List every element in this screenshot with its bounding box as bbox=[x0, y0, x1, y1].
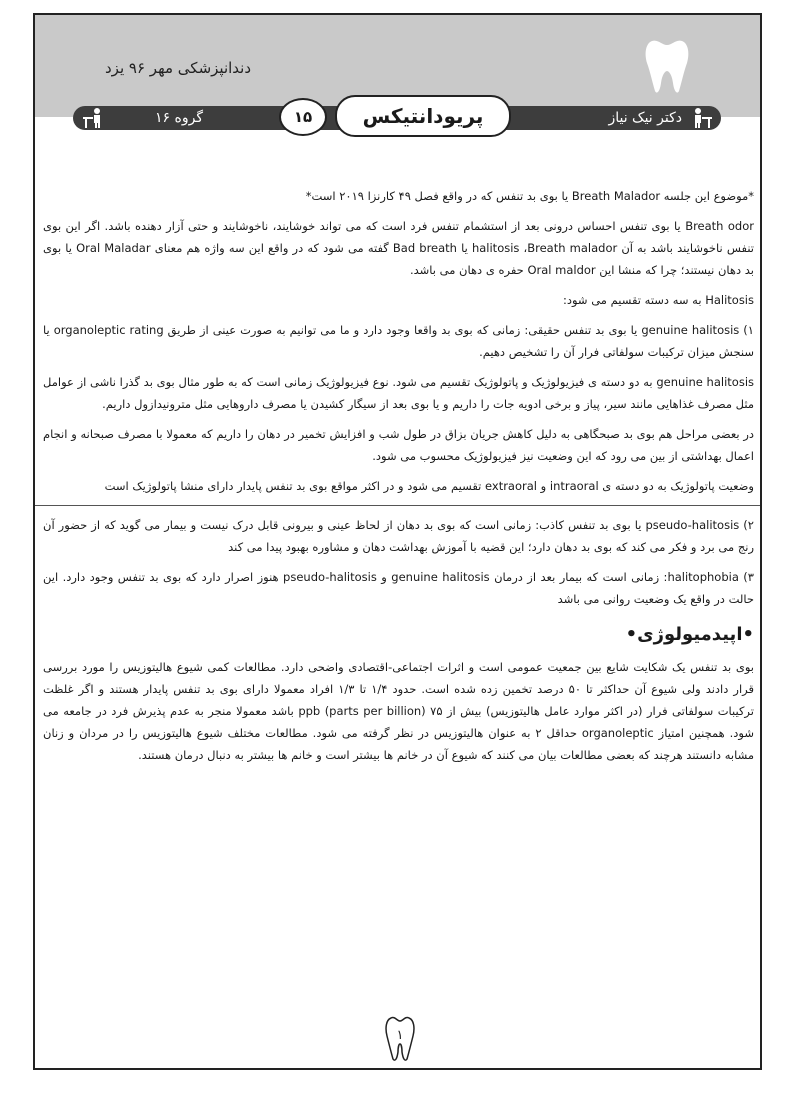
page-frame bbox=[33, 13, 762, 1070]
paragraph: وضعیت پاتولوژیک به دو دسته ی intraoral و extraoral تقسیم می شود و در اکثر مواقع بوی بد تنفس پایدار دارای منشا پاتولوژیک است bbox=[104, 479, 754, 493]
paragraph: Halitosis به سه دسته تقسیم می شود: bbox=[562, 293, 754, 307]
section-title: •اپیدمیولوژی• bbox=[625, 624, 754, 645]
presenter-icon bbox=[690, 107, 714, 129]
school-name: دندانپزشکی مهر ۹۶ یزد bbox=[105, 59, 252, 77]
paragraph: ۱) genuine halitosis یا بوی بد تنفس حقیقی: زمانی که بوی بد واقعا وجود دارد و ما می توانیم به صورت عینی از طریق organoleptic rating یا سنجش میزان ترکیبات سولفاتی فرار آن را تشخیص دهیم. bbox=[43, 323, 754, 359]
tooth-logo-icon bbox=[644, 37, 690, 95]
paragraph: ۲) pseudo-halitosis یا بوی بد تنفس کاذب: زمانی است که بوی بد دهان از لحاظ عینی و بیرونی قابل درک نیست و بیمار می گوید که از حضور آن رنج می برد و فکر می کند که بوی بد دهان دارد؛ این قضیه با آموزش بهداشت دهان و مشاوره بهبود پیدا می کند bbox=[43, 518, 754, 554]
page-content bbox=[43, 185, 754, 774]
subject-title: پریودانتیکس bbox=[335, 95, 511, 137]
paragraph: بوی بد تنفس یک شکایت شایع بین جمعیت عمومی است و اثرات اجتماعی-اقتصادی واضحی دارد. مطالعات کمی شیوع هالیتوزیس را مورد بررسی قرار دادند ولی شیوع آن حداکثر تا ۵۰ درصد تخمین زده شده است. حدود ۱/۴ تا ۱/۳ افراد معمولا دارای بوی بد تنفس پایدار هستند و اگر غلظت ترکیبات سولفاتی فرار (در اکثر موارد عامل هالیتوزیس) بیش از ۷۵ ppb (parts per billion) باشد معمولا منجر به عدم پذیرش فرد در جامعه می شود. همچنین امتیاز organoleptic حداقل ۲ به عنوان هالیتوزیس در نظر گرفته می شود. مطالعات مختلف شیوع هالیتوزیس را در مردان و زنان مشابه دانستند هرچند که بعضی مطالعات بیان می کنند که شیوع آن در خانم ها بیشتر است و خانم ها بیشتر به دنبال درمان هستند. bbox=[43, 660, 755, 762]
session-number: ۱۵ bbox=[279, 98, 327, 136]
paragraph: در بعضی مراحل هم بوی بد صبحگاهی به دلیل کاهش جریان بزاق در طول شب و افزایش تخمیر در دهان را داریم که معمولا با مصرف صبحانه و انجام اعمال بهداشتی از بین می رود که این وضعیت نیز فیزیولوژیک محسوب می شود. bbox=[43, 427, 754, 463]
paragraph: genuine halitosis به دو دسته ی فیزیولوژیک و پاتولوژیک تقسیم می شود. نوع فیزیولوژیک زمانی است که به طور مثال بوی بد گذرا ناشی از عوامل مثل مصرف غذاهایی مانند سیر، پیاز و برخی ادویه جات را داریم و یا بوی بعد از سیگار کشیدن یا مصرف داروهایی مثل مترونیدازول داریم. bbox=[43, 375, 755, 411]
page-number: ۱ bbox=[396, 1028, 404, 1043]
paragraph: ۳) halitophobia: زمانی است که بیمار بعد از درمان genuine halitosis و pseudo-halitosis هنوز اصرار دارد که بوی بد تنفس وجود دارد. این حالت در واقع یک وضعیت روانی می باشد bbox=[43, 570, 754, 606]
paragraph: *موضوع این جلسه Breath Malador یا بوی بد تنفس که در واقع فصل ۴۹ کارنزا ۲۰۱۹ است* bbox=[305, 189, 754, 203]
divider bbox=[35, 505, 762, 506]
group-label: گروه ۱۶ bbox=[155, 110, 203, 126]
tooth-page-icon bbox=[385, 1015, 415, 1063]
paragraph: Breath odor یا بوی تنفس احساس درونی بعد از استشمام تنفس فرد است که می تواند خوشایند، ناخوشایند و حتی آزار دهنده باشد. اگر این بوی تنفس ناخوشایند باشد به آن halitosis ،Breath malador یا Bad breath گفته می شود که در واقع این سه واژه هم معنای Oral Maladar یا بوی بد دهان نیستند؛ چرا که منشا این Oral maldor حفره ی دهان می باشد. bbox=[43, 219, 755, 277]
doctor-name: دکتر نیک نیاز bbox=[608, 110, 682, 126]
presenter-icon bbox=[81, 107, 105, 129]
